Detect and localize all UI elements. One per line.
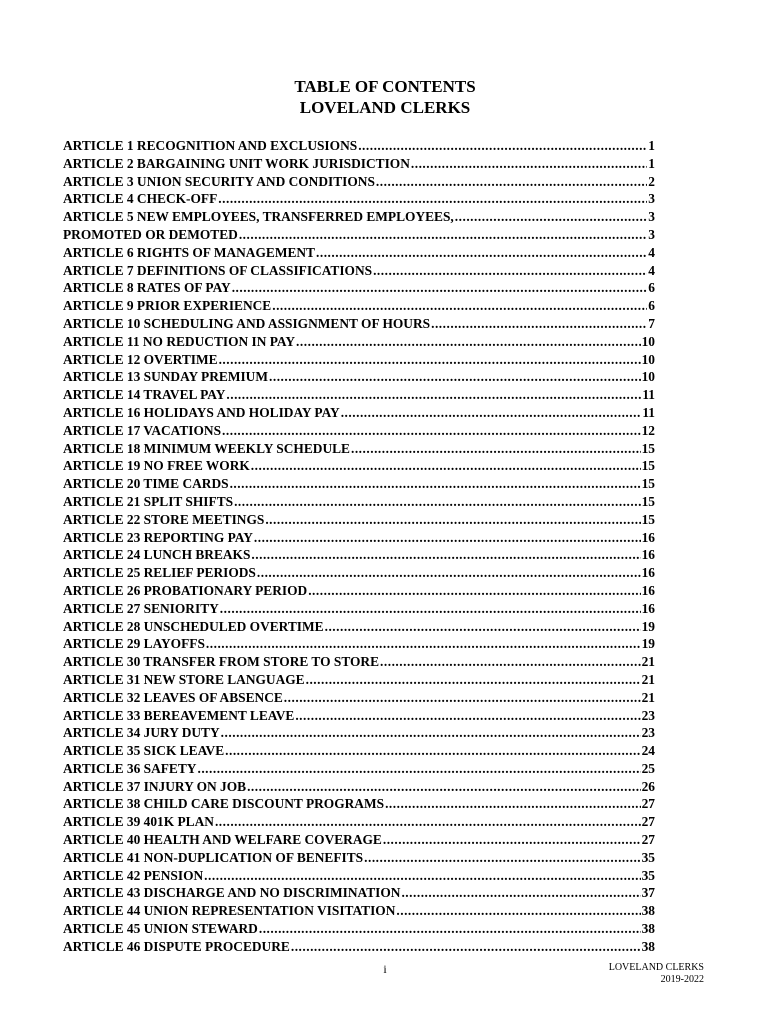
toc-entry-label: ARTICLE 13 SUNDAY PREMIUM <box>63 369 268 385</box>
toc-entry[interactable] <box>63 546 655 564</box>
toc-entry-page: 27 <box>641 832 655 848</box>
toc-entry-page: 6 <box>648 298 655 314</box>
dot-leader <box>259 920 641 938</box>
toc-entry-label: ARTICLE 44 UNION REPRESENTATION VISITATION <box>63 903 396 919</box>
toc-entry[interactable] <box>63 582 655 600</box>
dot-leader <box>254 529 641 547</box>
toc-entry-label: ARTICLE 28 UNSCHEDULED OVERTIME <box>63 618 324 634</box>
toc-entry-label: ARTICLE 32 LEAVES OF ABSENCE <box>63 689 283 705</box>
toc-entry-page: 11 <box>642 387 655 403</box>
dot-leader <box>251 457 641 475</box>
toc-entry-page: 38 <box>641 938 655 954</box>
toc-entry-page: 38 <box>641 921 655 937</box>
toc-entry-page: 15 <box>641 440 655 456</box>
toc-entry-label: ARTICLE 18 MINIMUM WEEKLY SCHEDULE <box>63 440 350 456</box>
dot-leader <box>215 813 641 831</box>
toc-entry-label: ARTICLE 10 SCHEDULING AND ASSIGNMENT OF HOURS <box>63 315 431 331</box>
toc-entry-label: ARTICLE 45 UNION STEWARD <box>63 921 258 937</box>
toc-entry[interactable] <box>63 849 655 867</box>
toc-entry[interactable] <box>63 813 655 831</box>
toc-entry-page: 25 <box>641 760 655 776</box>
toc-entry-label: ARTICLE 20 TIME CARDS <box>63 476 229 492</box>
toc-entry-page: 10 <box>641 369 655 385</box>
toc-entry[interactable] <box>63 208 655 226</box>
dot-leader <box>383 831 641 849</box>
dot-leader <box>431 315 647 333</box>
toc-entry[interactable] <box>63 795 655 813</box>
dot-leader <box>364 849 640 867</box>
toc-entry-label: ARTICLE 2 BARGAINING UNIT WORK JURISDICTION <box>63 155 410 171</box>
toc-entry-label: ARTICLE 29 LAYOFFS <box>63 636 205 652</box>
toc-entry-label: ARTICLE 23 REPORTING PAY <box>63 529 253 545</box>
toc-entry-page: 35 <box>641 849 655 865</box>
toc-entry[interactable] <box>63 297 655 315</box>
dot-leader <box>232 279 648 297</box>
dot-leader <box>219 351 641 369</box>
dot-leader <box>373 262 647 280</box>
toc-entry-label: ARTICLE 19 NO FREE WORK <box>63 458 250 474</box>
toc-entry-page: 23 <box>641 725 655 741</box>
toc-entry-page: 19 <box>641 618 655 634</box>
dot-leader <box>222 422 641 440</box>
toc-entry-page: 27 <box>641 796 655 812</box>
dot-leader <box>239 226 647 244</box>
toc-entry[interactable] <box>63 351 655 369</box>
toc-entry[interactable] <box>63 422 655 440</box>
toc-entry-label: ARTICLE 25 RELIEF PERIODS <box>63 565 256 581</box>
dot-leader <box>306 671 641 689</box>
dot-leader <box>296 333 641 351</box>
toc-entry-page: 27 <box>641 814 655 830</box>
toc-entry-page: 7 <box>648 315 655 331</box>
toc-entry-page: 37 <box>641 885 655 901</box>
toc-entry[interactable] <box>63 315 655 333</box>
toc-entry-page: 24 <box>641 743 655 759</box>
toc-entry[interactable] <box>63 457 655 475</box>
toc-entry-page: 21 <box>641 671 655 687</box>
toc-entry[interactable] <box>63 493 655 511</box>
toc-entry-page: 2 <box>648 173 655 189</box>
dot-leader <box>385 795 641 813</box>
toc-entry-page: 3 <box>648 226 655 242</box>
toc-entry-label: ARTICLE 34 JURY DUTY <box>63 725 220 741</box>
toc-entry-label: ARTICLE 5 NEW EMPLOYEES, TRANSFERRED EMPLOYEES, <box>63 209 454 225</box>
toc-entry-label: ARTICLE 4 CHECK-OFF <box>63 191 218 207</box>
toc-entry-page: 6 <box>648 280 655 296</box>
toc-entry-page: 38 <box>641 903 655 919</box>
dot-leader <box>396 902 640 920</box>
dot-leader <box>204 867 640 885</box>
dot-leader <box>234 493 641 511</box>
toc-entry[interactable] <box>63 689 655 707</box>
dot-leader <box>284 689 641 707</box>
toc-entry-page: 35 <box>641 867 655 883</box>
toc-entry-page: 3 <box>648 209 655 225</box>
toc-entry-page: 23 <box>641 707 655 723</box>
toc-entry[interactable] <box>63 333 655 351</box>
toc-entry-label: ARTICLE 27 SENIORITY <box>63 600 219 616</box>
dot-leader <box>376 173 647 191</box>
toc-entry[interactable] <box>63 653 655 671</box>
toc-entry-label: ARTICLE 21 SPLIT SHIFTS <box>63 493 234 509</box>
toc-entry-page: 10 <box>641 333 655 349</box>
toc-entry-label: ARTICLE 33 BEREAVEMENT LEAVE <box>63 707 295 723</box>
toc-entry-page: 16 <box>641 582 655 598</box>
toc-entry[interactable] <box>63 386 655 404</box>
toc-entry-label: ARTICLE 6 RIGHTS OF MANAGEMENT <box>63 244 315 260</box>
toc-entry[interactable] <box>63 938 655 956</box>
dot-leader <box>257 564 641 582</box>
dot-leader <box>225 742 640 760</box>
toc-entry-page: 16 <box>641 600 655 616</box>
toc-entry-label: ARTICLE 7 DEFINITIONS OF CLASSIFICATIONS <box>63 262 373 278</box>
toc-entry-label: ARTICLE 37 INJURY ON JOB <box>63 778 247 794</box>
toc-entry-page: 21 <box>641 654 655 670</box>
toc-entry-page: 26 <box>641 778 655 794</box>
toc-entry-page: 3 <box>648 191 655 207</box>
dot-leader <box>230 475 641 493</box>
toc-entry[interactable] <box>63 475 655 493</box>
table-of-contents <box>63 137 655 956</box>
toc-entry[interactable] <box>63 279 655 297</box>
toc-entry-label: ARTICLE 16 HOLIDAYS AND HOLIDAY PAY <box>63 404 340 420</box>
toc-entry-page: 11 <box>642 404 655 420</box>
toc-entry-page: 16 <box>641 565 655 581</box>
toc-entry[interactable] <box>63 511 655 529</box>
toc-entry[interactable] <box>63 244 655 262</box>
toc-entry[interactable] <box>63 742 655 760</box>
toc-entry[interactable] <box>63 262 655 280</box>
toc-entry-page: 10 <box>641 351 655 367</box>
toc-entry-page: 4 <box>648 262 655 278</box>
page-subtitle: LOVELAND CLERKS <box>299 98 471 117</box>
toc-entry-label: ARTICLE 42 PENSION <box>63 867 204 883</box>
toc-entry-label: ARTICLE 1 RECOGNITION AND EXCLUSIONS <box>63 138 358 153</box>
toc-entry[interactable] <box>63 173 655 191</box>
toc-entry-page: 4 <box>648 244 655 260</box>
toc-entry-page: 1 <box>648 138 655 153</box>
toc-entry-page: 16 <box>641 547 655 563</box>
toc-entry[interactable] <box>63 724 655 742</box>
dot-leader <box>221 724 641 742</box>
dot-leader <box>265 511 640 529</box>
toc-entry-label: ARTICLE 24 LUNCH BREAKS <box>63 547 251 563</box>
toc-entry-page: 12 <box>641 422 655 438</box>
toc-entry[interactable] <box>63 155 655 173</box>
toc-entry-label: ARTICLE 12 OVERTIME <box>63 351 218 367</box>
dot-leader <box>272 297 647 315</box>
toc-entry[interactable] <box>63 226 655 244</box>
dot-leader <box>380 653 641 671</box>
toc-entry[interactable] <box>63 671 655 689</box>
dot-leader <box>218 190 647 208</box>
toc-entry-label: ARTICLE 9 PRIOR EXPERIENCE <box>63 298 272 314</box>
dot-leader <box>295 707 640 725</box>
dot-leader <box>401 884 640 902</box>
toc-entry-label: ARTICLE 43 DISCHARGE AND NO DISCRIMINATION <box>63 885 401 901</box>
dot-leader <box>251 546 640 564</box>
toc-entry-label: ARTICLE 41 NON-DUPLICATION OF BENEFITS <box>63 849 364 865</box>
toc-entry[interactable] <box>63 564 655 582</box>
toc-entry[interactable] <box>63 190 655 208</box>
toc-entry-label: ARTICLE 14 TRAVEL PAY <box>63 387 226 403</box>
footer-info <box>609 962 704 986</box>
toc-entry-page: 15 <box>641 476 655 492</box>
toc-entry-label: ARTICLE 3 UNION SECURITY AND CONDITIONS <box>63 173 375 189</box>
dot-leader <box>197 760 640 778</box>
toc-entry[interactable] <box>63 368 655 386</box>
toc-entry[interactable] <box>63 831 655 849</box>
toc-entry[interactable] <box>63 884 655 902</box>
dot-leader <box>358 137 647 155</box>
toc-entry-page: 1 <box>648 155 655 171</box>
toc-entry-label: ARTICLE 38 CHILD CARE DISCOUNT PROGRAMS <box>63 796 385 812</box>
toc-entry-label: ARTICLE 35 SICK LEAVE <box>63 743 225 759</box>
toc-entry[interactable] <box>63 635 655 653</box>
toc-entry[interactable] <box>63 920 655 938</box>
toc-entry-label: PROMOTED OR DEMOTED <box>63 226 238 242</box>
toc-entry[interactable] <box>63 902 655 920</box>
toc-entry-label: ARTICLE 30 TRANSFER FROM STORE TO STORE <box>63 654 380 670</box>
dot-leader <box>220 600 641 618</box>
toc-entry[interactable] <box>63 707 655 725</box>
toc-entry-label: ARTICLE 11 NO REDUCTION IN PAY <box>63 333 296 349</box>
dot-leader <box>341 404 642 422</box>
toc-entry-page: 15 <box>641 493 655 509</box>
toc-entry[interactable] <box>63 137 655 155</box>
toc-entry-page: 15 <box>641 458 655 474</box>
toc-entry[interactable] <box>63 760 655 778</box>
dot-leader <box>269 368 641 386</box>
dot-leader <box>351 440 641 458</box>
toc-entry[interactable] <box>63 529 655 547</box>
dot-leader <box>316 244 647 262</box>
toc-entry-page: 16 <box>641 529 655 545</box>
toc-entry-label: ARTICLE 40 HEALTH AND WELFARE COVERAGE <box>63 832 382 848</box>
toc-entry-page: 15 <box>641 511 655 527</box>
dot-leader <box>226 386 641 404</box>
toc-entry[interactable] <box>63 440 655 458</box>
dot-leader <box>325 618 641 636</box>
dot-leader <box>308 582 640 600</box>
footer-years: 2019-2022 <box>660 974 704 985</box>
toc-entry-label: ARTICLE 46 DISPUTE PROCEDURE <box>63 938 290 954</box>
toc-entry[interactable] <box>63 600 655 618</box>
dot-leader <box>291 938 641 956</box>
toc-entry-label: ARTICLE 17 VACATIONS <box>63 422 222 438</box>
page-number: i <box>383 962 387 976</box>
page-title: TABLE OF CONTENTS <box>294 77 476 96</box>
toc-entry-page: 19 <box>641 636 655 652</box>
toc-entry-label: ARTICLE 26 PROBATIONARY PERIOD <box>63 582 308 598</box>
toc-entry[interactable] <box>63 778 655 796</box>
toc-entry-label: ARTICLE 8 RATES OF PAY <box>63 280 231 296</box>
toc-entry-label: ARTICLE 22 STORE MEETINGS <box>63 511 265 527</box>
footer-name: LOVELAND CLERKS <box>608 962 704 973</box>
toc-entry[interactable] <box>63 404 655 422</box>
toc-entry-label: ARTICLE 39 401K PLAN <box>63 814 214 830</box>
dot-leader <box>411 155 647 173</box>
dot-leader <box>455 208 648 226</box>
dot-leader <box>206 635 641 653</box>
dot-leader <box>247 778 641 796</box>
toc-entry-label: ARTICLE 36 SAFETY <box>63 760 197 776</box>
toc-entry-page: 21 <box>641 689 655 705</box>
toc-entry-label: ARTICLE 31 NEW STORE LANGUAGE <box>63 671 305 687</box>
toc-entry[interactable] <box>63 618 655 636</box>
toc-entry[interactable] <box>63 867 655 885</box>
